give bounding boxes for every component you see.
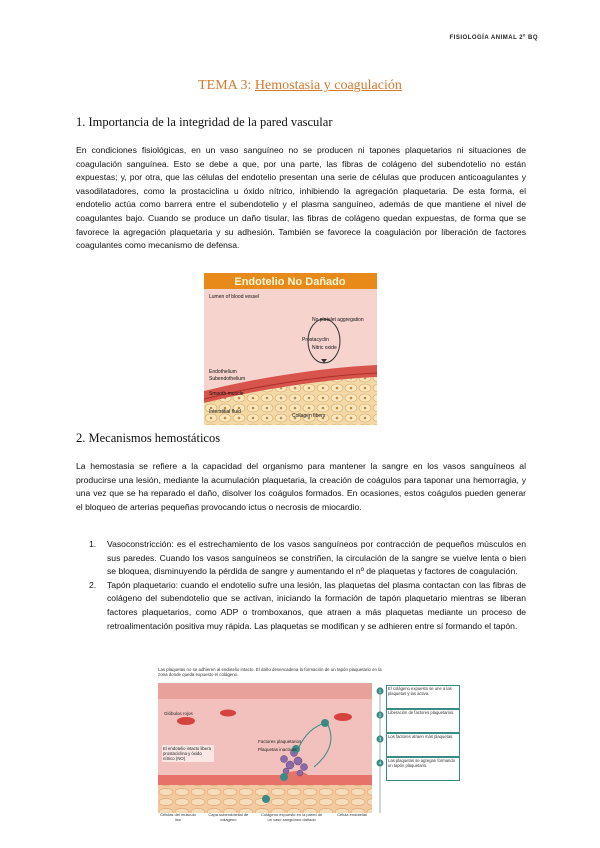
step-number: 4 [378, 760, 382, 766]
section1-heading: 1. Importancia de la integridad de la pared vascular [76, 115, 333, 129]
section2-paragraph: La hemostasia se refiere a la capacidad del organismo para mantener la sangre en los vasos sanguíneos al producirse una lesión, mediante la acumulación plaquetaria, la creación de coágulos para taponar una hemorragia, y una vez que se ha reparado el daño, disolver los coágulos formados. En ocasiones, estos coágulos pueden generar el bloqueo de arterias pequeñas provocando ictus o necrosis de miocardio. [76, 461, 526, 512]
list-item-text: Vasoconstricción: es el estrechamiento de los vasos sanguíneos por contracción de pequeños músculos en sus paredes. Cuando los vasos sanguíneos se constriñen, la circulación de la sangre se vuelve lenta o bien se bloquea, disminuyendo la pérdida de sangre y aumentando el nº de plaquetas y factores de coagulación. [107, 539, 526, 577]
bottom-label: Colágeno expuesto en la pared de un vaso sanguíneo dañado [261, 813, 323, 822]
list-item [89, 538, 526, 579]
bottom-label: Células del músculo liso [160, 813, 196, 822]
step-number: 3 [378, 736, 382, 742]
step-text: El colágeno expuesto se une a las plaquetas y las activa. [386, 685, 460, 709]
section1-paragraph: En condiciones fisiológicas, en un vaso sanguíneo no se producen ni tapones plaquetarios ni situaciones de coagulación sanguínea. Esto se debe a que, por una parte, las fibras de colágeno del subendotelio no están expuestas; y, por otra, que las células del endotelio presentan una serie de células que producen anticoagulantes y vasodilatadores, como la prostaciclina u óxido nítrico, inhibiendo la agregación plaquetaria. De esta forma, el endotelio actúa como barrera entre el subendotelio y el plasma sanguíneo, además de que mantiene el nivel de coagulantes bajo. Cuando se produce un daño tisular, las fibras de colágeno quedan expuestas, de forma que se favorece la agregación plaquetaria y su adhesión. También se favorece la coagulación por liberación de factores coagulantes como mecanismo de defensa. [76, 145, 526, 251]
label-endothelium-intact: El endotelio intacto libera prostaciclina y óxido nítrico (NO) [162, 745, 214, 762]
label-no-platelet: No platelet aggregation [312, 317, 364, 323]
label-platelet-factors: Factores plaquetarios [258, 739, 302, 744]
step-text: Liberación de factores plaquetarios. [386, 709, 460, 733]
list-item-number: 2. [89, 579, 97, 590]
list-item-text: Tapón plaquetario: cuando el endotelio sufre una lesión, las plaquetas del plasma contactan con las fibras de colágeno del subendotelio que se activan, iniciando la formación de tapón plaquetario mientras se liberan factores plaquetarios, como ADP o tromboxanos, que atraen a más plaquetas mediante un proceso de retroalimentación positiva muy rápida. Las plaquetas se modifican y se adhieren entre sí formando el tapón. [107, 579, 526, 631]
figure1-drawing [204, 273, 377, 425]
mechanisms-list [89, 538, 526, 633]
bottom-label: Capa subendotelial de colágeno [208, 813, 249, 822]
label-prostacyclin: Prostacyclin [302, 337, 329, 343]
label-inactive-platelets: Plaquetas inactivas [258, 747, 297, 752]
title-prefix: TEMA 3: [198, 78, 252, 93]
label-endothelium: Endothelium [209, 369, 237, 375]
list-item [89, 579, 526, 633]
figure-platelet-plug [158, 667, 460, 831]
step-number: 2 [378, 712, 382, 718]
course-header: FISIOLOGÍA ANIMAL 2º BQ [449, 35, 538, 41]
figure2-caption: Las plaquetas no se adhieren al endotelio intacto. El daño desencadena la formación de un tapón plaquetario en la zona donde queda expuesto el colágeno. [158, 667, 382, 678]
label-collagen: Collagen fibers [292, 413, 326, 419]
figure1-banner: Endotelio No Dañado [234, 276, 346, 288]
figure2-drawing [158, 667, 460, 831]
page-title [0, 78, 600, 94]
step-text: Los factores atraen más plaquetas. [386, 733, 460, 757]
step-text: Las plaquetas se agregan formando un tapón plaquetario. [386, 757, 460, 781]
label-red-cells: Glóbulos rojos [164, 711, 193, 716]
figure2-bottom-labels [158, 813, 372, 822]
title-main: Hemostasia y coagulación [254, 78, 402, 93]
label-subendothelium: Subendothelium [209, 376, 246, 382]
label-smooth-muscle: Smooth muscle [209, 391, 244, 397]
bottom-label: Célula endotelial [337, 813, 367, 817]
list-item-number: 1. [89, 539, 97, 549]
step-number: 1 [378, 688, 382, 694]
steps-text [386, 685, 460, 781]
label-nitric-oxide: Nitric oxide [312, 345, 337, 351]
label-interstitial: Interstitial fluid [209, 409, 241, 415]
label-lumen: Lumen of blood vessel [209, 294, 260, 300]
section2-heading: 2. Mecanismos hemostáticos [76, 431, 221, 445]
figure-endothelium-intact [204, 273, 377, 425]
